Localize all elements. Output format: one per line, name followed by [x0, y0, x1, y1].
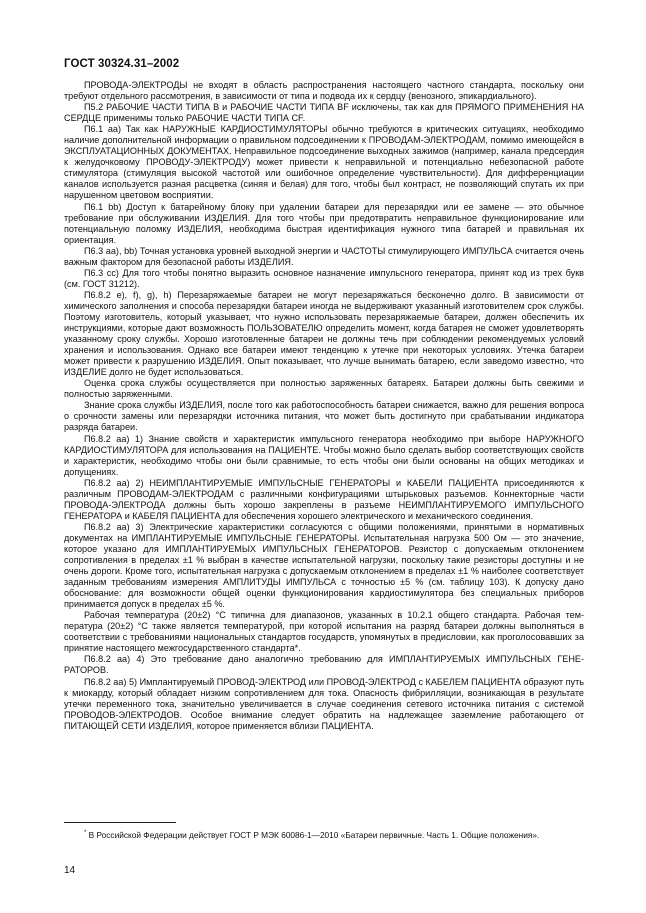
paragraph: П6.3 аа), bb) Точная установка уровней выходной энергии и ЧАСТОТЫ стимулирующего ИМПУЛЬСА считается очень важным фактором для безопасной работы ИЗДЕЛИЯ. — [64, 245, 584, 267]
paragraph: П6.8.2 аа) 2) НЕИМПЛАНТИРУЕМЫЕ ИМПУЛЬСНЫЕ ГЕНЕРАТОРЫ и КАБЕЛИ ПАЦИЕНТА присоединяются к различным ПРОВОДАМ-ЭЛЕКТРОДАМ с различными конфигурациями штырьковых разъемов. Коннекторные части ПРОВОДА-ЭЛЕКТРОДА должны быть хорошо закреплены в разъеме НЕИМПЛАНТИРУЕМОГО ИМПУЛЬСНОГО ГЕНЕРАТОРА и КАБЕЛЯ ПАЦИЕНТА для обеспечения хорошего электрического и механического соединения. — [64, 477, 584, 521]
paragraph: Рабочая температура (20±2) °С типична для диапазонов, указанных в 10.2.1 общего стандарта. Рабочая температура (20±2) °С также является температурой, при которой испытания на разряд батареи должны выполняться в соответствии с требованиями национальных стандартов государств, упомянутых в предисловии, как проголосовавших за принятие настоящего межгосударственного стандарта*. — [64, 610, 584, 654]
paragraph: П6.8.2 аа) 1) Знание свойств и характеристик импульсного генератора необходимо при выборе НАРУЖНОГО КАРДИОСТИМУЛЯТОРА для использования на ПАЦИЕНТЕ. Чтобы можно было сделать выбор соответствующих свойств и характеристик, необходимо чтобы они были сравнимые, то есть чтобы они были основаны на общих методиках и допущениях. — [64, 433, 584, 477]
paragraph: П5.2 РАБОЧИЕ ЧАСТИ ТИПА В и РАБОЧИЕ ЧАСТИ ТИПА BF исключены, так как для ПРЯМОГО ПРИМЕНЕНИЯ НА СЕРДЦЕ применимы только РАБОЧИЕ ЧАСТИ ТИПА CF. — [64, 102, 584, 124]
paragraph: П6.1 аа) Так как НАРУЖНЫЕ КАРДИОСТИМУЛЯТОРЫ обычно требуются в критических ситуациях, необходимо наличие дополнительной информации о правильном подсоединении к ПРОВОДАМ-ЭЛЕКТРОДАМ, помимо имеющейся в ЭКСПЛУАТАЦИОННЫХ ДОКУМЕНТАХ. Неправильное подсоединение выходных зажимов (например, канала предсердия к желудочковому ПРОВОДУ-ЭЛЕКТРОДУ) может привести к неправильной и потенциально небезопасной работе стимулятора (стимуляция высокой частотой или ошибочное определение чувствительности). Для дифференциации каналов используется разная расцветка (синяя и белая) для того, чтобы был контраст, не позволяющий спутать их при нарушенном цветовом восприятии. — [64, 124, 584, 201]
paragraph: П6.8.2 аа) 3) Электрические характеристики согласуются с общими положениями, принятыми в нормативных документах на ИМПЛАНТИРУЕМЫЕ ИМПУЛЬСНЫЕ ГЕНЕРАТОРЫ. Испытательная нагрузка 500 Ом — это значение, которое указано для ИМПЛАНТИРУЕМЫХ ИМПУЛЬСНЫХ ГЕНЕРАТОРОВ. Резистор с допускаемым отклонением сопротивления в пределах ±1 % выбран в качестве испытательной нагрузки, поскольку такие резисторы доступны и не очень дороги. Кроме того, испытательная нагрузка с допускаемым отклонением в пределах ±1 % наиболее соответствует заданным требованиям измерения АМПЛИТУДЫ ИМПУЛЬСА с точностью ±5 % (см. таблицу 103). К допуску дано обоснование: для возможности общей оценки функционирования кардиостимулятора без специальных приборов принимается допуск в пределах ±5 %. — [64, 521, 584, 610]
paragraph: ПРОВОДА-ЭЛЕКТРОДЫ не входят в область распространения настоящего частного стандарта, поскольку они требуют отдельного рассмотрения, в зависимости от типа и подвода их к сердцу (венозного, эпикардиального). — [64, 80, 584, 102]
footnote-body: В Российской Федерации действует ГОСТ Р МЭК 60086-1—2010 «Батареи первичные. Часть 1. Общие положения». — [86, 829, 540, 840]
body-text — [64, 80, 584, 732]
paragraph: П6.8.2 аа) 4) Это требование дано аналогично требованию для ИМПЛАНТИРУЕМЫХ ИМПУЛЬСНЫХ ГЕНЕРАТОРОВ. — [64, 654, 584, 676]
paragraph: П6.1 bb) Доступ к батарейному блоку при удалении батареи для перезарядки или ее замене — это обычное требование при обслуживании ИЗДЕЛИЯ. Для того чтобы при предотвратить неправильное функционирование или потенциальную поломку ИЗДЕЛИЯ, необходима быстрая идентификация нужного типа батарей и правильная их ориентация. — [64, 201, 584, 245]
paragraph: Оценка срока службы осуществляется при полностью заряженных батареях. Батареи должны быть свежими и полностью заряженными. — [64, 378, 584, 400]
footnote-divider — [64, 822, 176, 823]
standard-title: ГОСТ 30324.31–2002 — [64, 58, 180, 70]
page-number: 14 — [64, 865, 76, 876]
footnote-text — [64, 828, 584, 840]
paragraph: П6.8.2 е), f), g), h) Перезаряжаемые батареи не могут перезаряжаться бесконечно долго. В зависимости от химического заполнения и способа перезарядки батареи иногда не выдерживают указанный изготовителем срок службы. Поэтому изготовитель, который указывает, что нужно использовать перезаряжаемые батареи, должен обеспечить их инструкциями, которые дают возможность ПОЛЬЗОВАТЕЛЮ определить момент, когда батарея не сможет удовлетворять указанному сроку службы. Хорошо изготовленные батареи не должны течь при соблюдении рекомендуемых условий хранения и использования. Однако все батареи имеют тенденцию к утечке при некоторых условиях. Утечка батареи может привести к разрушению ИЗДЕЛИЯ. Опыт показывает, что лучше вынимать батарею, если заведомо известно, что ИЗДЕЛИЕ долго не будет использоваться. — [64, 289, 584, 378]
paragraph: Знание срока службы ИЗДЕЛИЯ, после того как работоспособность батареи снижается, важно для решения вопроса о срочности замены или перезарядки источника питания, что может быть достигнуто при срабатывании индикатора разряда батареи. — [64, 400, 584, 433]
footnote-marker: * — [84, 830, 87, 836]
paragraph: П6.8.2 аа) 5) Имплантируемый ПРОВОД-ЭЛЕКТРОД или ПРОВОД-ЭЛЕКТРОД с КАБЕЛЕМ ПАЦИЕНТА образуют путь к миокарду, который обладает низким сопротивлением для тока. Опасность фибрилляции, возникающая в результате утечки переменного тока, значительно увеличивается в случае соединения сетевого источника питания с системой ПРОВОДОВ-ЭЛЕКТРОДОВ. Особое внимание следует обратить на надлежащее заземление работающего от ПИТАЮЩЕЙ СЕТИ ИЗДЕЛИЯ, которое применяется вблизи ПАЦИЕНТА. — [64, 676, 584, 731]
paragraph: П6.3 сс) Для того чтобы понятно выразить основное назначение импульсного генератора, принят код из трех букв (см. ГОСТ 31212). — [64, 267, 584, 289]
footnote — [64, 828, 584, 840]
